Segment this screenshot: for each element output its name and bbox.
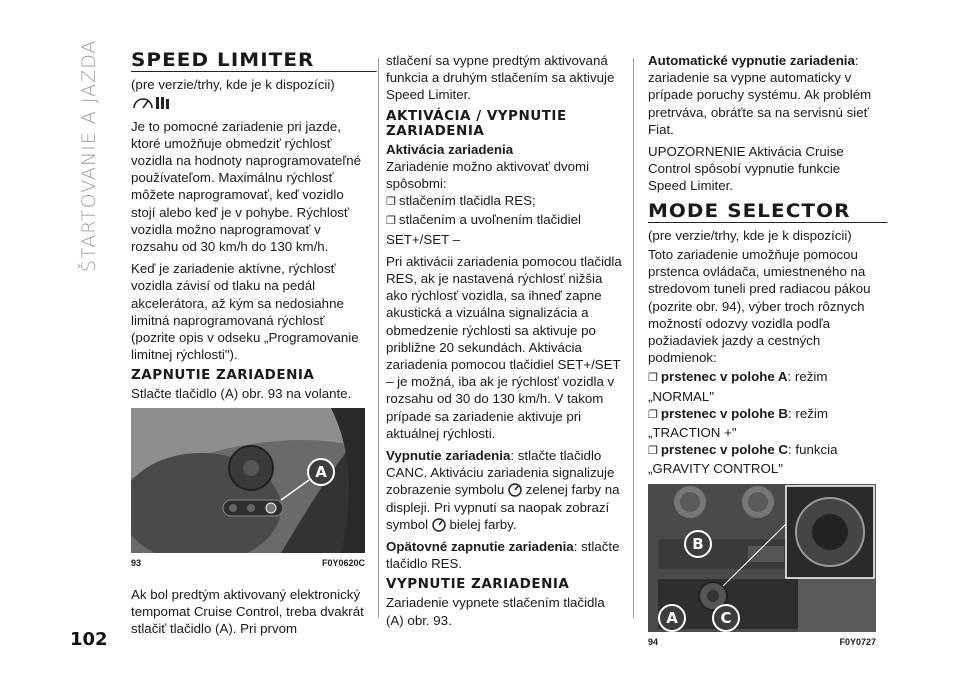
paragraph: Pri aktivácii zariadenia pomocou tlačidla RES, ak je nastavená rýchlosť nižšia ako rýchlosť vozidla, sa ihneď zapne akustická a vizuálna signalizácia a obmedzenie rýchlosti sa aktivuje po približne 20 sekundách. Aktivácia zariadenia pomocou tlačidiel SET+/SET – je možná, iba ak je rýchlosť vozidla v rozsahu od 30 do 130 km/h. V takom prípade sa zariadenie aktivuje pri aktuálnej rýchlosti. — [386, 253, 622, 441]
list-item: ❐ stlačením a uvoľnením tlačidiel SET+/SET – — [386, 211, 622, 247]
speed-limiter-symbol-icon — [432, 518, 446, 532]
label-vypnutie: Vypnutie zariadenia — [386, 448, 511, 464]
figure-94 — [648, 484, 876, 632]
figure-number: 94 — [648, 636, 659, 647]
availability-note: (pre verzie/trhy, kde je k dispozícii) — [648, 227, 852, 243]
section-heading-speed-limiter: SPEED LIMITER — [131, 52, 377, 72]
paragraph: Keď je zariadenie aktívne, rýchlosť vozidla závisí od tlaku na pedál akcelerátora, až kým sa nedosiahne limitná naprogramovaná rýchlosť (pozrite opis v odseku „Programovanie limitnej rýchlosti"). — [131, 261, 359, 363]
list-item: ❐ prstenec v polohe C: funkcia „GRAVITY CONTROL" — [648, 441, 876, 477]
column-1 — [131, 49, 365, 642]
paragraph-vypnutie: Vypnutie zariadenia: stlačte tlačidlo CANC. Aktiváciu zariadenia signalizuje zobrazenie symbolu zelenej farby na displeji. Pri vypnutí sa naopak zobrazí symbol bielej farby. — [386, 448, 620, 532]
subsubheading-aktivacia: Aktivácia zariadenia — [386, 141, 514, 157]
column-3 — [648, 52, 876, 651]
paragraph: Toto zariadenie umožňuje pomocou prstenca ovládača, umiestneného na stredovom tuneli pred radiacou pákou (pozrite obr. 94), výber troch rôznych možností odozvy vozidla podľa požiadaviek jazdy a cestných podmienok: — [648, 247, 871, 366]
subheading-vypnutie: VYPNUTIE ZARIADENIA — [386, 576, 570, 593]
paragraph-opatovne: Opätovné zapnutie zariadenia: stlačte tlačidlo RES. — [386, 539, 620, 572]
paragraph: Stlačte tlačidlo (A) obr. 93 na volante. — [131, 386, 352, 402]
callout-b: B — [684, 530, 712, 558]
column-divider — [633, 58, 634, 618]
section-heading-mode-selector: MODE SELECTOR — [648, 203, 887, 223]
paragraph: Zariadenie možno aktivovať dvomi spôsobmi: — [386, 158, 590, 192]
column-2 — [386, 52, 622, 634]
availability-note: (pre verzie/trhy, kde je k dispozícii) — [131, 77, 335, 93]
figure-code: F0Y0727 — [839, 636, 876, 647]
column-divider — [378, 58, 379, 618]
figure-93 — [131, 408, 365, 553]
figure-number: 93 — [131, 557, 142, 568]
subheading-aktivacia: AKTIVÁCIA / VYPNUTIE ZARIADENIA — [386, 107, 567, 139]
list-item: ❐ prstenec v polohe A: režim „NORMAL" — [648, 368, 876, 404]
figure-caption — [648, 634, 876, 651]
list-item: ❐ stlačením tlačidla RES; — [386, 192, 622, 211]
page-number: 102 — [70, 629, 108, 650]
subheading-zapnutie: ZAPNUTIE ZARIADENIA — [131, 367, 315, 384]
callout-a: A — [658, 604, 686, 632]
figure-caption — [131, 555, 365, 572]
paragraph-automatic: Automatické vypnutie zariadenia: zariadenie sa vypne automaticky v prípade poruchy systému. Ak problém pretrváva, obráťte sa na servisnú sieť Fiat. — [648, 53, 872, 137]
warning-note: UPOZORNENIE Aktivácia Cruise Control spôsobí vypnutie funkcie Speed Limiter. — [648, 144, 844, 194]
paragraph: Zariadenie vypnete stlačením tlačidla (A) obr. 93. — [386, 595, 605, 628]
paragraph: Ak bol predtým aktivovaný elektronický tempomat Cruise Control, treba dvakrát stlačiť tlačidlo (A). Pri prvom — [131, 586, 364, 637]
callout-a: A — [307, 458, 335, 486]
list-item: ❐ prstenec v polohe B: režim „TRACTION +" — [648, 405, 876, 441]
figure-code: F0Y0620C — [321, 557, 365, 568]
speed-limiter-symbol-icon — [508, 483, 522, 497]
paragraph: Je to pomocné zariadenie pri jazde, ktoré umožňuje obmedziť rýchlosť vozidla na hodnoty naprogramovateľné používateľom. Maximálnu rýchlosť môžete naprogramovať, keď vozidlo stojí alebo keď je v pohybe. Rýchlosť vozidla možno naprogramovať v rozsahu od 30 km/h do 130 km/h. — [131, 118, 362, 255]
chapter-side-title: ŠTARTOVANIE A JAZDA — [78, 40, 100, 273]
speed-limiter-icon — [131, 95, 365, 115]
paragraph: stlačení sa vypne predtým aktivovaná funkcia a druhým stlačením sa aktivuje Speed Limiter. — [386, 53, 615, 103]
callout-c: C — [712, 604, 740, 632]
